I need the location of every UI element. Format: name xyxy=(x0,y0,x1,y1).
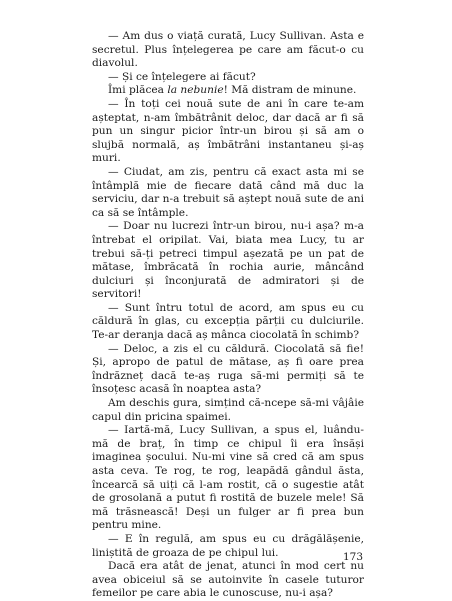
paragraph: — Și ce înțelegere ai făcut? xyxy=(108,70,256,83)
paragraph: Am deschis gura, simțind că-ncepe să-mi vâjâie capul din pricina spaimei. xyxy=(92,397,364,423)
page-number: 173 xyxy=(343,551,364,563)
paragraph-text: ! Mă distram de minune. xyxy=(223,84,357,97)
paragraph: — Sunt întru totul de acord, am spus eu cu căldură în glas, cu excepția părții cu dulciurile. Te-ar deranja dacă aș mânca ciocolată în schimb? xyxy=(92,301,364,342)
paragraph-with-emphasis xyxy=(92,84,364,98)
paragraph: — Deloc, a zis el cu căldură. Ciocolată să fie! Și, apropo de patul de mătase, aș fi oare prea îndrăzneț dacă te-aș ruga să-mi permiți să te însoțesc acasă în noaptea asta? xyxy=(92,342,364,396)
paragraph: — Doar nu lucrezi într-un birou, nu-i așa? m-a întrebat el oripilat. Vai, biata mea Lucy, tu ar trebui să-ți petreci timpul așezată pe un pat de mătase, îmbrăcată în rochia aurie, mâncând dulciuri și înconjurată de admiratori și de servitori! xyxy=(92,220,364,301)
paragraph: — E în regulă, am spus eu cu drăgălășenie, liniștită de groaza de pe chipul lui. xyxy=(92,532,364,559)
paragraph: Dacă era atât de jenat, atunci în mod cert nu avea obiceiul să se autoinvite în casele tuturor femeilor pe care abia le cunoscuse, nu-i așa? xyxy=(92,560,364,600)
paragraph-text: Îmi plăcea xyxy=(108,84,168,97)
paragraph: — Am dus o viață curată, Lucy Sullivan. Asta e secretul. Plus înțelegerea pe care am făcut-o cu diavolul. xyxy=(92,30,364,70)
paragraph: — În toți cei nouă sute de ani în care te-am așteptat, n-am îmbătrânit deloc, dar dacă ar fi să pun un singur picior într-un birou și să am o slujbă normală, aș îmbătrâni instantaneu și-aș muri. xyxy=(92,97,364,165)
paragraph: — Ciudat, am zis, pentru că exact asta mi se întâmplă mie de fiecare dată când mă duc la serviciu, dar n-a trebuit să aștept nouă sute de ani ca să se întâmple. xyxy=(92,165,364,219)
italic-emphasis: la nebunie xyxy=(167,84,224,97)
paragraph: — Iartă-mă, Lucy Sullivan, a spus el, luându-mă de braț, în timp ce chipul îi era însăși imaginea șocului. Nu-mi vine să cred că am spus asta ceva. Te rog, te rog, leapădă gândul ăsta, încearcă să uiți că l-am rostit, că o sugestie atât de grosolană a putut fi rostită de buzele mele! Să mă trăsnească! Deși un fulger ar fi prea bun pentru mine. xyxy=(92,424,364,532)
body-text xyxy=(92,30,364,601)
